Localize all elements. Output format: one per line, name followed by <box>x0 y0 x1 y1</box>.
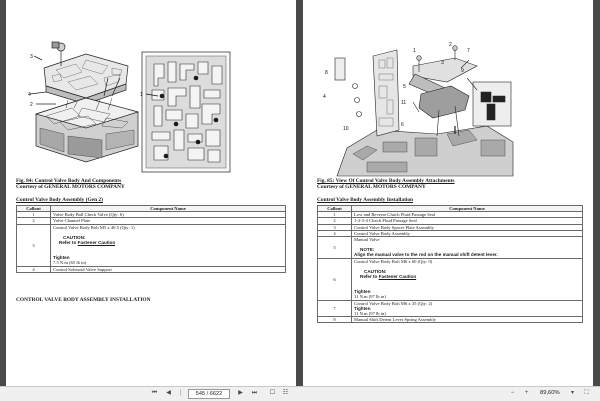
callout-cell: 3 <box>17 224 51 266</box>
callout-cell: 7 <box>318 300 352 317</box>
figure-callout-label: 9 <box>461 68 464 74</box>
callout-cell: 8 <box>318 317 352 323</box>
callout-cell: 4 <box>17 266 51 272</box>
note-text: Align the manual valve to the rod on the manual shift detent lever. <box>354 252 498 258</box>
page-number-input[interactable]: 545 / 6622 <box>188 389 230 399</box>
component-cell <box>51 224 286 266</box>
callout-cell: 1 <box>17 212 51 218</box>
figure-caption: Fig. 85: View Of Control Valve Body Assembly Attachments <box>317 178 455 184</box>
torque-value: 11 N.m (97 lb in) <box>354 311 386 317</box>
svg-text:4: 4 <box>28 92 31 98</box>
table-row <box>318 300 583 317</box>
torque-value: 11 N.m (97 lb in) <box>354 294 386 300</box>
callout-cell: 1 <box>318 212 352 218</box>
table-title: Control Valve Body Assembly (Gen 2) <box>16 197 103 203</box>
tighten-label: Tighten <box>354 305 371 311</box>
refer-text: Refer to <box>360 274 378 280</box>
first-page-icon[interactable]: ⏮ <box>151 390 158 396</box>
section-heading: CONTROL VALVE BODY ASSEMBLY INSTALLATION <box>16 297 151 303</box>
column-header-callout: Callout <box>17 206 51 212</box>
components-table <box>317 205 583 323</box>
zoom-out-icon[interactable]: − <box>510 390 515 396</box>
figure-callout-label: 2 <box>449 42 452 48</box>
column-header-component: Component Name <box>51 206 286 212</box>
next-page-icon[interactable]: ▶ <box>238 390 243 396</box>
figure-courtesy: Courtesy of GENERAL MOTORS COMPANY <box>16 184 125 190</box>
callout-cell: 3 <box>318 224 352 230</box>
component-text: Control Valve Body Bolt M5 x 40.5 (Qty: 1) <box>53 224 135 230</box>
table-row <box>318 258 583 300</box>
figure-callout-label: 1 <box>413 48 416 54</box>
figure-callout-label: 8 <box>325 70 328 76</box>
callout-cell: 2 <box>17 218 51 224</box>
component-cell <box>352 300 583 317</box>
caution-label: CAUTION: <box>63 234 86 240</box>
two-page-icon[interactable]: ☷ <box>282 390 289 396</box>
fastener-caution-link[interactable]: Fastener Caution <box>77 240 116 246</box>
callout-cell: 4 <box>318 230 352 236</box>
component-cell <box>352 237 583 259</box>
callout-cell: 2 <box>318 218 352 224</box>
figure-callout-label: 7 <box>467 48 470 54</box>
component-text: Control Valve Body Bolt M6 x 60 (Qty: 9) <box>354 258 433 264</box>
tighten-label: Tighten <box>354 289 371 295</box>
figure-callout-label: 3 <box>441 60 444 66</box>
figure-85-illustration <box>317 38 517 178</box>
prev-page-icon[interactable]: ◀ <box>166 390 171 396</box>
component-cell: Low and Reverse Clutch Fluid Passage Seal <box>352 212 583 218</box>
column-header-component: Component Name <box>352 206 583 212</box>
figure-courtesy: Courtesy of GENERAL MOTORS COMPANY <box>317 184 426 190</box>
viewer-toolbar <box>0 386 600 401</box>
figure-callout-label: 11 <box>401 100 407 106</box>
component-text: Manual Valve <box>354 237 380 243</box>
figure-callout-label: 6 <box>401 122 404 128</box>
table-row <box>318 237 583 259</box>
callout-cell: 6 <box>318 258 352 300</box>
callout-cell: 5 <box>318 237 352 259</box>
component-cell: Control Valve Body Assembly <box>352 230 583 236</box>
component-cell: Valve Channel Plate <box>51 218 286 224</box>
figure-caption: Fig. 84: Control Valve Body And Components <box>16 178 122 184</box>
svg-text:1: 1 <box>140 92 143 98</box>
column-header-callout: Callout <box>318 206 352 212</box>
tighten-label: Tighten <box>53 255 70 261</box>
caution-label: CAUTION: <box>364 268 387 274</box>
component-text: Control Valve Body Bolt M6 x 35 (Qty: 2) <box>354 300 433 306</box>
component-cell: Manual Shift Detent Lever Spring Assembly <box>352 317 583 323</box>
component-cell: Control Valve Body Spacer Plate Assembly <box>352 224 583 230</box>
figure-84-illustration <box>16 38 236 176</box>
component-cell <box>352 258 583 300</box>
table-title: Control Valve Body Assembly Installation <box>317 197 414 203</box>
page-nav-separator: | <box>179 390 182 396</box>
zoom-in-icon[interactable]: + <box>524 390 529 396</box>
fastener-caution-link[interactable]: Fastener Caution <box>378 274 417 280</box>
page-left <box>6 0 296 386</box>
component-cell: Valve Body Ball Check Valve (Qty: 6) <box>51 212 286 218</box>
zoom-level[interactable]: 89,60% <box>540 390 560 396</box>
zoom-dropdown-icon[interactable]: ▾ <box>570 390 574 396</box>
component-cell: 1-2-3-4 Clutch Fluid Passage Seal <box>352 218 583 224</box>
figure-callout-label: 5 <box>403 84 406 90</box>
torque-value: 7.5 N.m (65 lb in) <box>53 260 87 266</box>
figure-callout-label: 10 <box>343 126 349 132</box>
table-row <box>318 317 583 323</box>
figure-callout-label: 4 <box>323 94 326 100</box>
svg-text:2: 2 <box>30 102 33 108</box>
fullscreen-icon[interactable]: ⛶ <box>584 390 589 396</box>
components-table <box>16 205 286 273</box>
component-cell: Control Solenoid Valve Support <box>51 266 286 272</box>
refer-text: Refer to <box>59 240 77 246</box>
page-fit-icon[interactable]: ☐ <box>269 390 276 396</box>
svg-text:3: 3 <box>30 54 33 60</box>
page-right <box>303 0 593 386</box>
note-label: NOTE: <box>360 247 375 253</box>
last-page-icon[interactable]: ⏭ <box>251 390 258 396</box>
table-row <box>17 266 286 272</box>
table-row <box>17 224 286 266</box>
